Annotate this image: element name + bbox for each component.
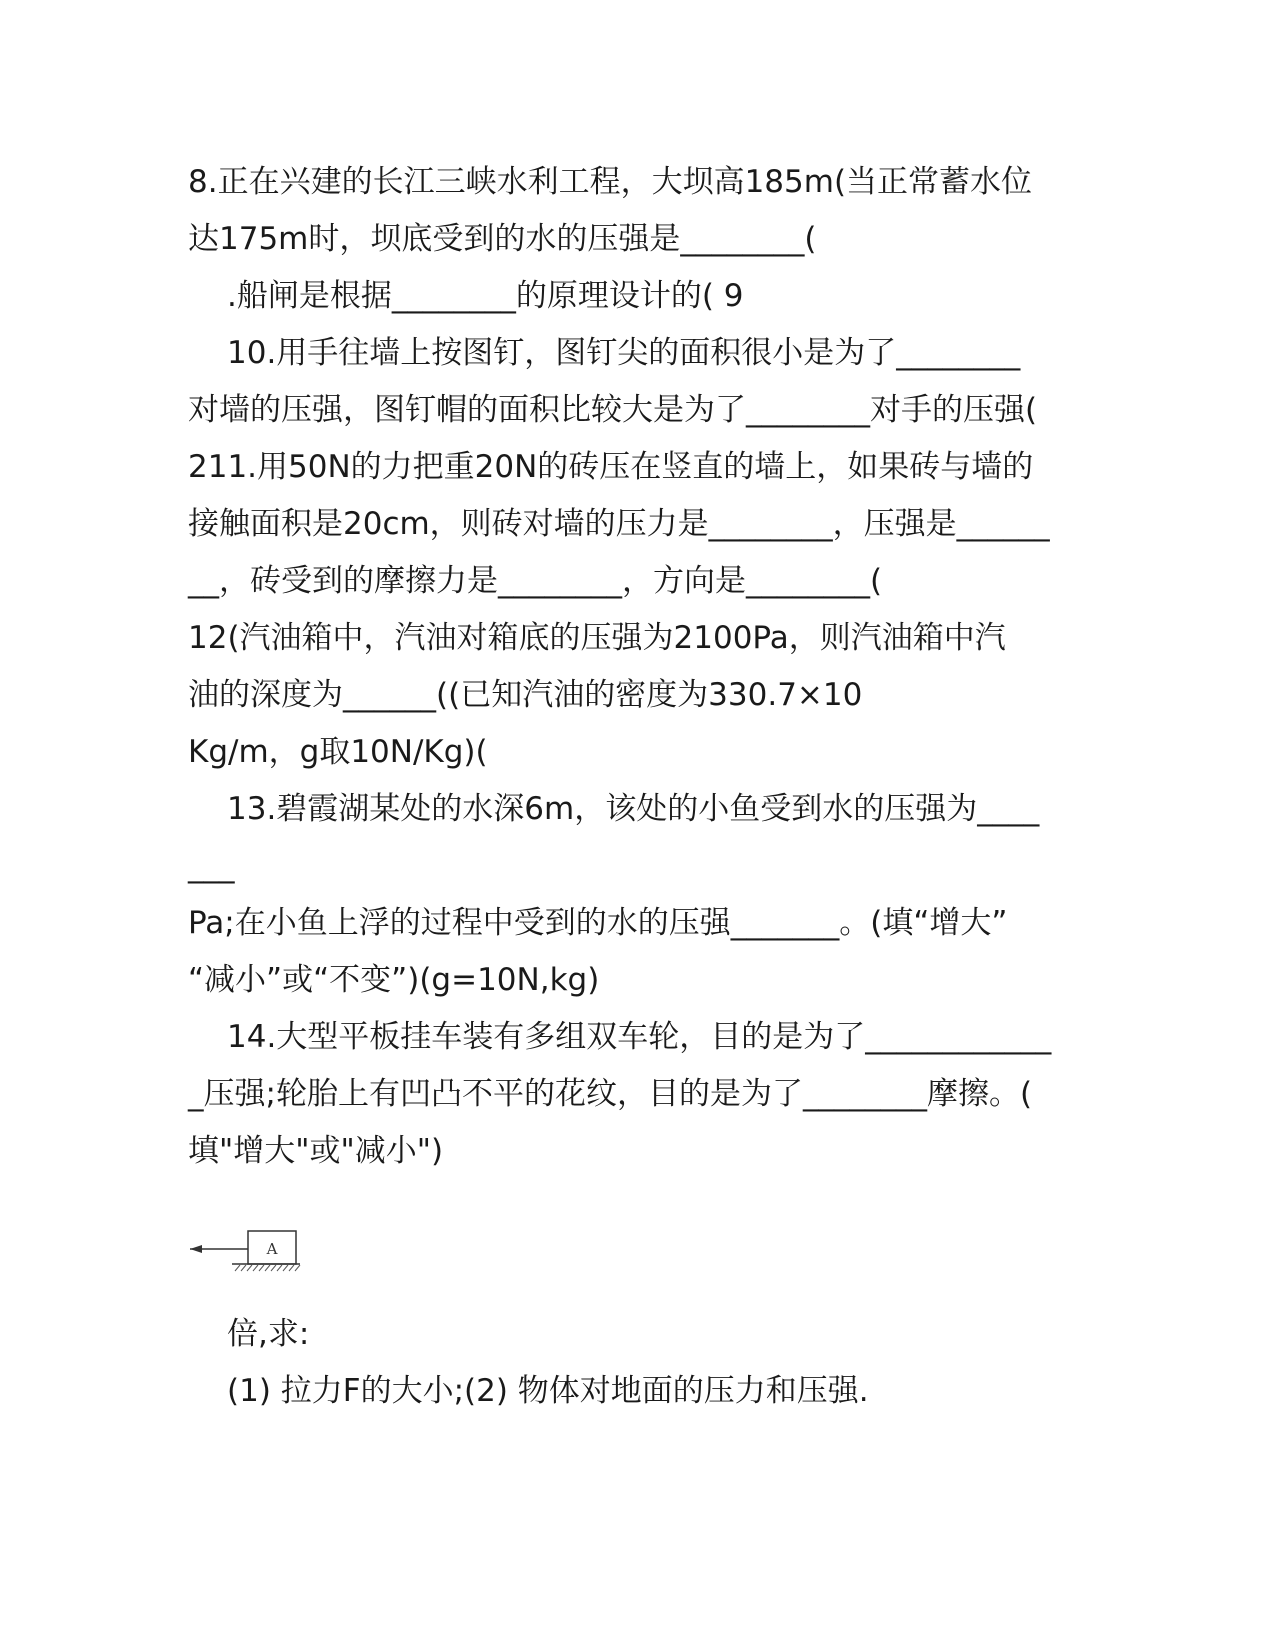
text-line-5: 对墙的压强，图钉帽的面积比较大是为了________对手的压强(: [188, 392, 1038, 428]
text-line-9: 12(汽油箱中，汽油对箱底的压强为2100Pa，则汽油箱中汽: [188, 620, 1006, 656]
block-on-ground-figure: [188, 1228, 303, 1280]
text-line-14: Pa;在小鱼上浮的过程中受到的水的压强_______。(填“增大”: [188, 905, 1008, 941]
text-line-7: 接触面积是20cm，则砖对墙的压力是________，压强是______: [188, 506, 1050, 542]
text-line-18: 填"增大"或"减小"): [188, 1133, 444, 1169]
pull-arrow-head: [190, 1245, 202, 1253]
text-line-15: “减小”或“不变”)(g=10N,kg): [188, 962, 600, 998]
ground-hatching: [235, 1265, 300, 1271]
text-line-16: 14.大型平板挂车装有多组双车轮，目的是为了____________: [227, 1019, 1052, 1055]
text-line-11: Kg/m，g取10N/Kg)(: [188, 734, 488, 770]
text-line-4: 10.用手往墙上按图钉，图钉尖的面积很小是为了________: [227, 335, 1021, 371]
text-line-10: 油的深度为______((已知汽油的密度为330.7×10: [188, 677, 863, 713]
block-label: A: [266, 1240, 278, 1258]
text-line-8: __，砖受到的摩擦力是________，方向是________(: [188, 563, 883, 599]
text-line-1: 8.正在兴建的长江三峡水利工程，大坝高185m(当正常蓄水位: [188, 164, 1033, 200]
text-line-12: 13.碧霞湖某处的水深6m，该处的小鱼受到水的压强为____: [227, 791, 1040, 827]
text-line-2: 达175m时，坝底受到的水的压强是________(: [188, 221, 817, 257]
text-line-13: ___: [188, 848, 235, 884]
text-line-6: 211.用50N的力把重20N的砖压在竖直的墙上，如果砖与墙的: [188, 449, 1034, 485]
text-line-19: 倍,求:: [227, 1316, 310, 1352]
text-line-20: (1) 拉力F的大小;(2) 物体对地面的压力和压强.: [227, 1373, 869, 1409]
text-line-17: _压强;轮胎上有凹凸不平的花纹，目的是为了________摩擦。(: [188, 1076, 1033, 1112]
text-line-3: .船闸是根据________的原理设计的( 9: [227, 278, 744, 314]
